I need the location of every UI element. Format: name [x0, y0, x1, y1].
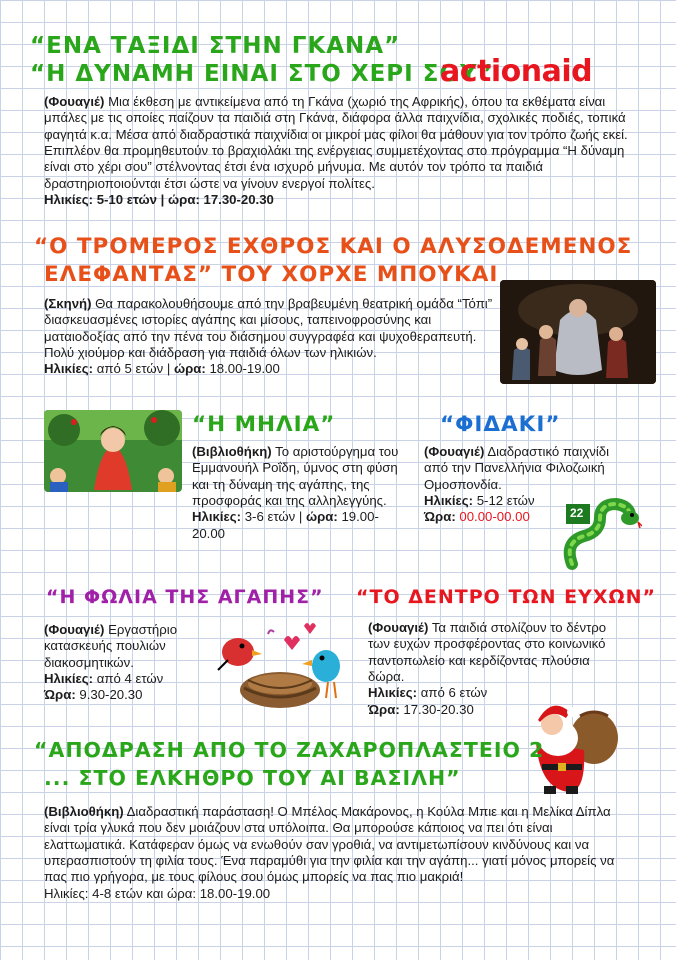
- ghana-title-line1: “ΕΝΑ ΤΑΞΙΔΙ ΣΤΗΝ ΓΚΑΝΑ”: [30, 33, 401, 59]
- elephant-ages-label: Ηλικίες:: [44, 361, 94, 377]
- elephant-ages: από 5 ετών |: [93, 361, 174, 377]
- elephant-title-line1: “Ο ΤΡΟΜΕΡΟΣ ΕΧΘΡΟΣ ΚΑΙ Ο ΑΛΥΣΟΔΕΜΕΝΟΣ: [34, 234, 633, 259]
- milia-ages-label: Ηλικίες:: [192, 509, 242, 525]
- fidaki-time: 00.00-00.00: [455, 509, 530, 525]
- folia-time: 9.30-20.30: [75, 687, 143, 703]
- zaxaro-place: (Βιβλιοθήκη): [44, 804, 124, 819]
- ghana-text: Μια έκθεση με αντικείμενα από τη Γκάνα (χωριό της Αφρικής), όπου τα εκθέματα είναι μπάλες με τις οποίες παίζουν τα παιδιά στη Γκάνα, διάφορα άλλα παιχνίδια, σχολικές ποδιές, τοπικά φαγητά κ.α. Μέσα από διαδραστικά παιχνίδια οι μικροί μας φίλοι θα μάθουν για τον τρόπο ζωής εκεί. Επιπλέον θα προμηθευτούν το βραχιολάκι της ενέργειας συμμετέχοντας στο πρόγραμμα “Η δύναμη είναι στο χέρι σου” στέλνοντας έτσι ένα ισχυρό μήνυμα. Με αυτόν τον τρόπο τα παιδιά δραστηριοποιούνται έτσι ώστε να γίνουν ενεργοί πολίτες.: [44, 94, 628, 191]
- elephant-time: 18.00-19.00: [205, 361, 280, 377]
- dentro-ages: από 6 ετών: [417, 685, 488, 701]
- milia-text: Το αριστούργημα του Εμμανουήλ Ροΐδη, ύμνος στη φύση και τη δύναμη της αγάπης, της προσφοράς και της αλληλεγγύης.: [192, 444, 399, 509]
- dentro-time-label: Ώρα:: [368, 701, 400, 717]
- fidaki-time-label: Ώρα:: [424, 509, 456, 525]
- folia-title: “Η ΦΩΛΙΑ ΤΗΣ ΑΓΑΠΗΣ”: [46, 586, 324, 608]
- ghana-title-line2: “Η ΔΥΝΑΜΗ ΕΙΝΑΙ ΣΤΟ ΧΕΡΙ ΣΟΥ”: [30, 61, 494, 87]
- zaxaro-text: Διαδραστική παράσταση! Ο Μπέλος Μακάρονος, η Κούλα Μπιε και η Μελίκα Δίπλα είναι τρία γλυκά που δεν μοιάζουν στα υπόλοιπα. Θα μπορούσε κάποιος να πει ότι είναι ελαττωματικά. Κατάφεραν όμως να ενωθούν σαν γροθιά, να αντιμετωπίσουν κινδύνους και να υπερασπιστούν τη φιλία τους. Ένα παραμύθι για την φιλία και την αγάπη... γιατί μόνος μπορείς να πας πιο γρήγορα, με τους φίλους σου όμως μπορείς να πας πιο μακριά!: [44, 804, 615, 885]
- milia-illustration: [44, 410, 182, 492]
- zaxaro-description: [44, 804, 632, 902]
- actionaid-logo: [440, 54, 592, 89]
- fidaki-title: “ΦΙΔΑΚΙ”: [440, 412, 561, 437]
- dentro-time: 17.30-20.30: [399, 701, 474, 717]
- folia-description: [44, 622, 214, 704]
- fidaki-text: Διαδραστικό παιχνίδι από την Πανελλήνια Φιλοζωική Ομοσπονδία.: [424, 444, 610, 492]
- folia-ages: από 4 ετών: [93, 671, 164, 687]
- folia-time-row: [44, 687, 214, 703]
- dentro-title: “ΤΟ ΔΕΝΤΡΟ ΤΩΝ ΕΥΧΩΝ”: [356, 586, 657, 608]
- dentro-ages-label: Ηλικίες:: [368, 685, 418, 701]
- zaxaro-title-line2: ... ΣΤΟ ΕΛΚΗΘΡΟ ΤΟΥ ΑΙ ΒΑΣΙΛΗ”: [44, 766, 461, 790]
- fidaki-ages-label: Ηλικίες:: [424, 493, 474, 509]
- milia-ages: 3-6 ετών |: [241, 509, 306, 525]
- milia-time: 19.00-20.00: [192, 509, 379, 541]
- actionaid-logo-text: actionaid: [440, 54, 593, 89]
- folia-ages-row: [44, 671, 214, 687]
- fidaki-place: (Φουαγιέ): [424, 444, 485, 459]
- dentro-place: (Φουαγιέ): [368, 620, 429, 635]
- milia-time-label: ώρα:: [306, 509, 338, 525]
- ghana-info: Ηλικίες: 5-10 ετών | ώρα: 17.30-20.30: [44, 192, 274, 208]
- fidaki-ages: 5-12 ετών: [473, 493, 535, 509]
- elephant-text: Θα παρακολουθήσουμε από την βραβευμένη θεατρική ομάδα “Τόπι” διασκευασμένες ιστορίες αγάπης και μίσους, ταπεινοφροσύνης και ματαιοδοξίας από την πένα του διάσημου συγγραφέα και ψυχοθεραπευτή. Πολύ χιούμορ και διάδραση για παιδιά όλων των ηλικιών.: [44, 296, 493, 361]
- milia-place: (Βιβλιοθήκη): [192, 444, 272, 459]
- folia-place: (Φουαγιέ): [44, 622, 105, 637]
- elephant-title-line2: ΕΛΕΦΑΝΤΑΣ” ΤΟΥ ΧΟΡΧΕ ΜΠΟΥΚΑΙ: [44, 262, 499, 287]
- ghana-description: [44, 94, 640, 209]
- snake-number-tag: 22: [570, 506, 584, 520]
- milia-title: “Η ΜΗΛΙΑ”: [192, 412, 336, 437]
- snake-illustration: [560, 492, 642, 574]
- elephant-time-label: ώρα:: [174, 361, 206, 377]
- elephant-description: [44, 296, 496, 378]
- folia-text: Εργαστήριο κατασκευής πουλιών διακοσμητικών.: [44, 622, 178, 670]
- milia-description: [192, 444, 404, 542]
- zaxaro-title-line1: “ΑΠΟΔΡΑΣΗ ΑΠΟ ΤΟ ΖΑΧΑΡΟΠΛΑΣΤΕΙΟ 2: [34, 738, 545, 762]
- ghana-place: (Φουαγιέ): [44, 94, 105, 109]
- elephant-place: (Σκηνή): [44, 296, 92, 311]
- zaxaro-info: Ηλικίες: 4-8 ετών και ώρα: 18.00-19.00: [44, 885, 271, 901]
- elephant-info: [44, 361, 496, 377]
- folia-ages-label: Ηλικίες:: [44, 671, 94, 687]
- folia-time-label: Ώρα:: [44, 687, 76, 703]
- theatre-photo: [500, 280, 656, 384]
- dentro-text: Τα παιδιά στολίζουν το δέντρο των ευχών προσφέροντας στο κοινωνικό παντοπωλείο και κερδίζοντας πλούσια δώρα.: [368, 620, 607, 685]
- birds-nest-illustration: [208, 610, 356, 714]
